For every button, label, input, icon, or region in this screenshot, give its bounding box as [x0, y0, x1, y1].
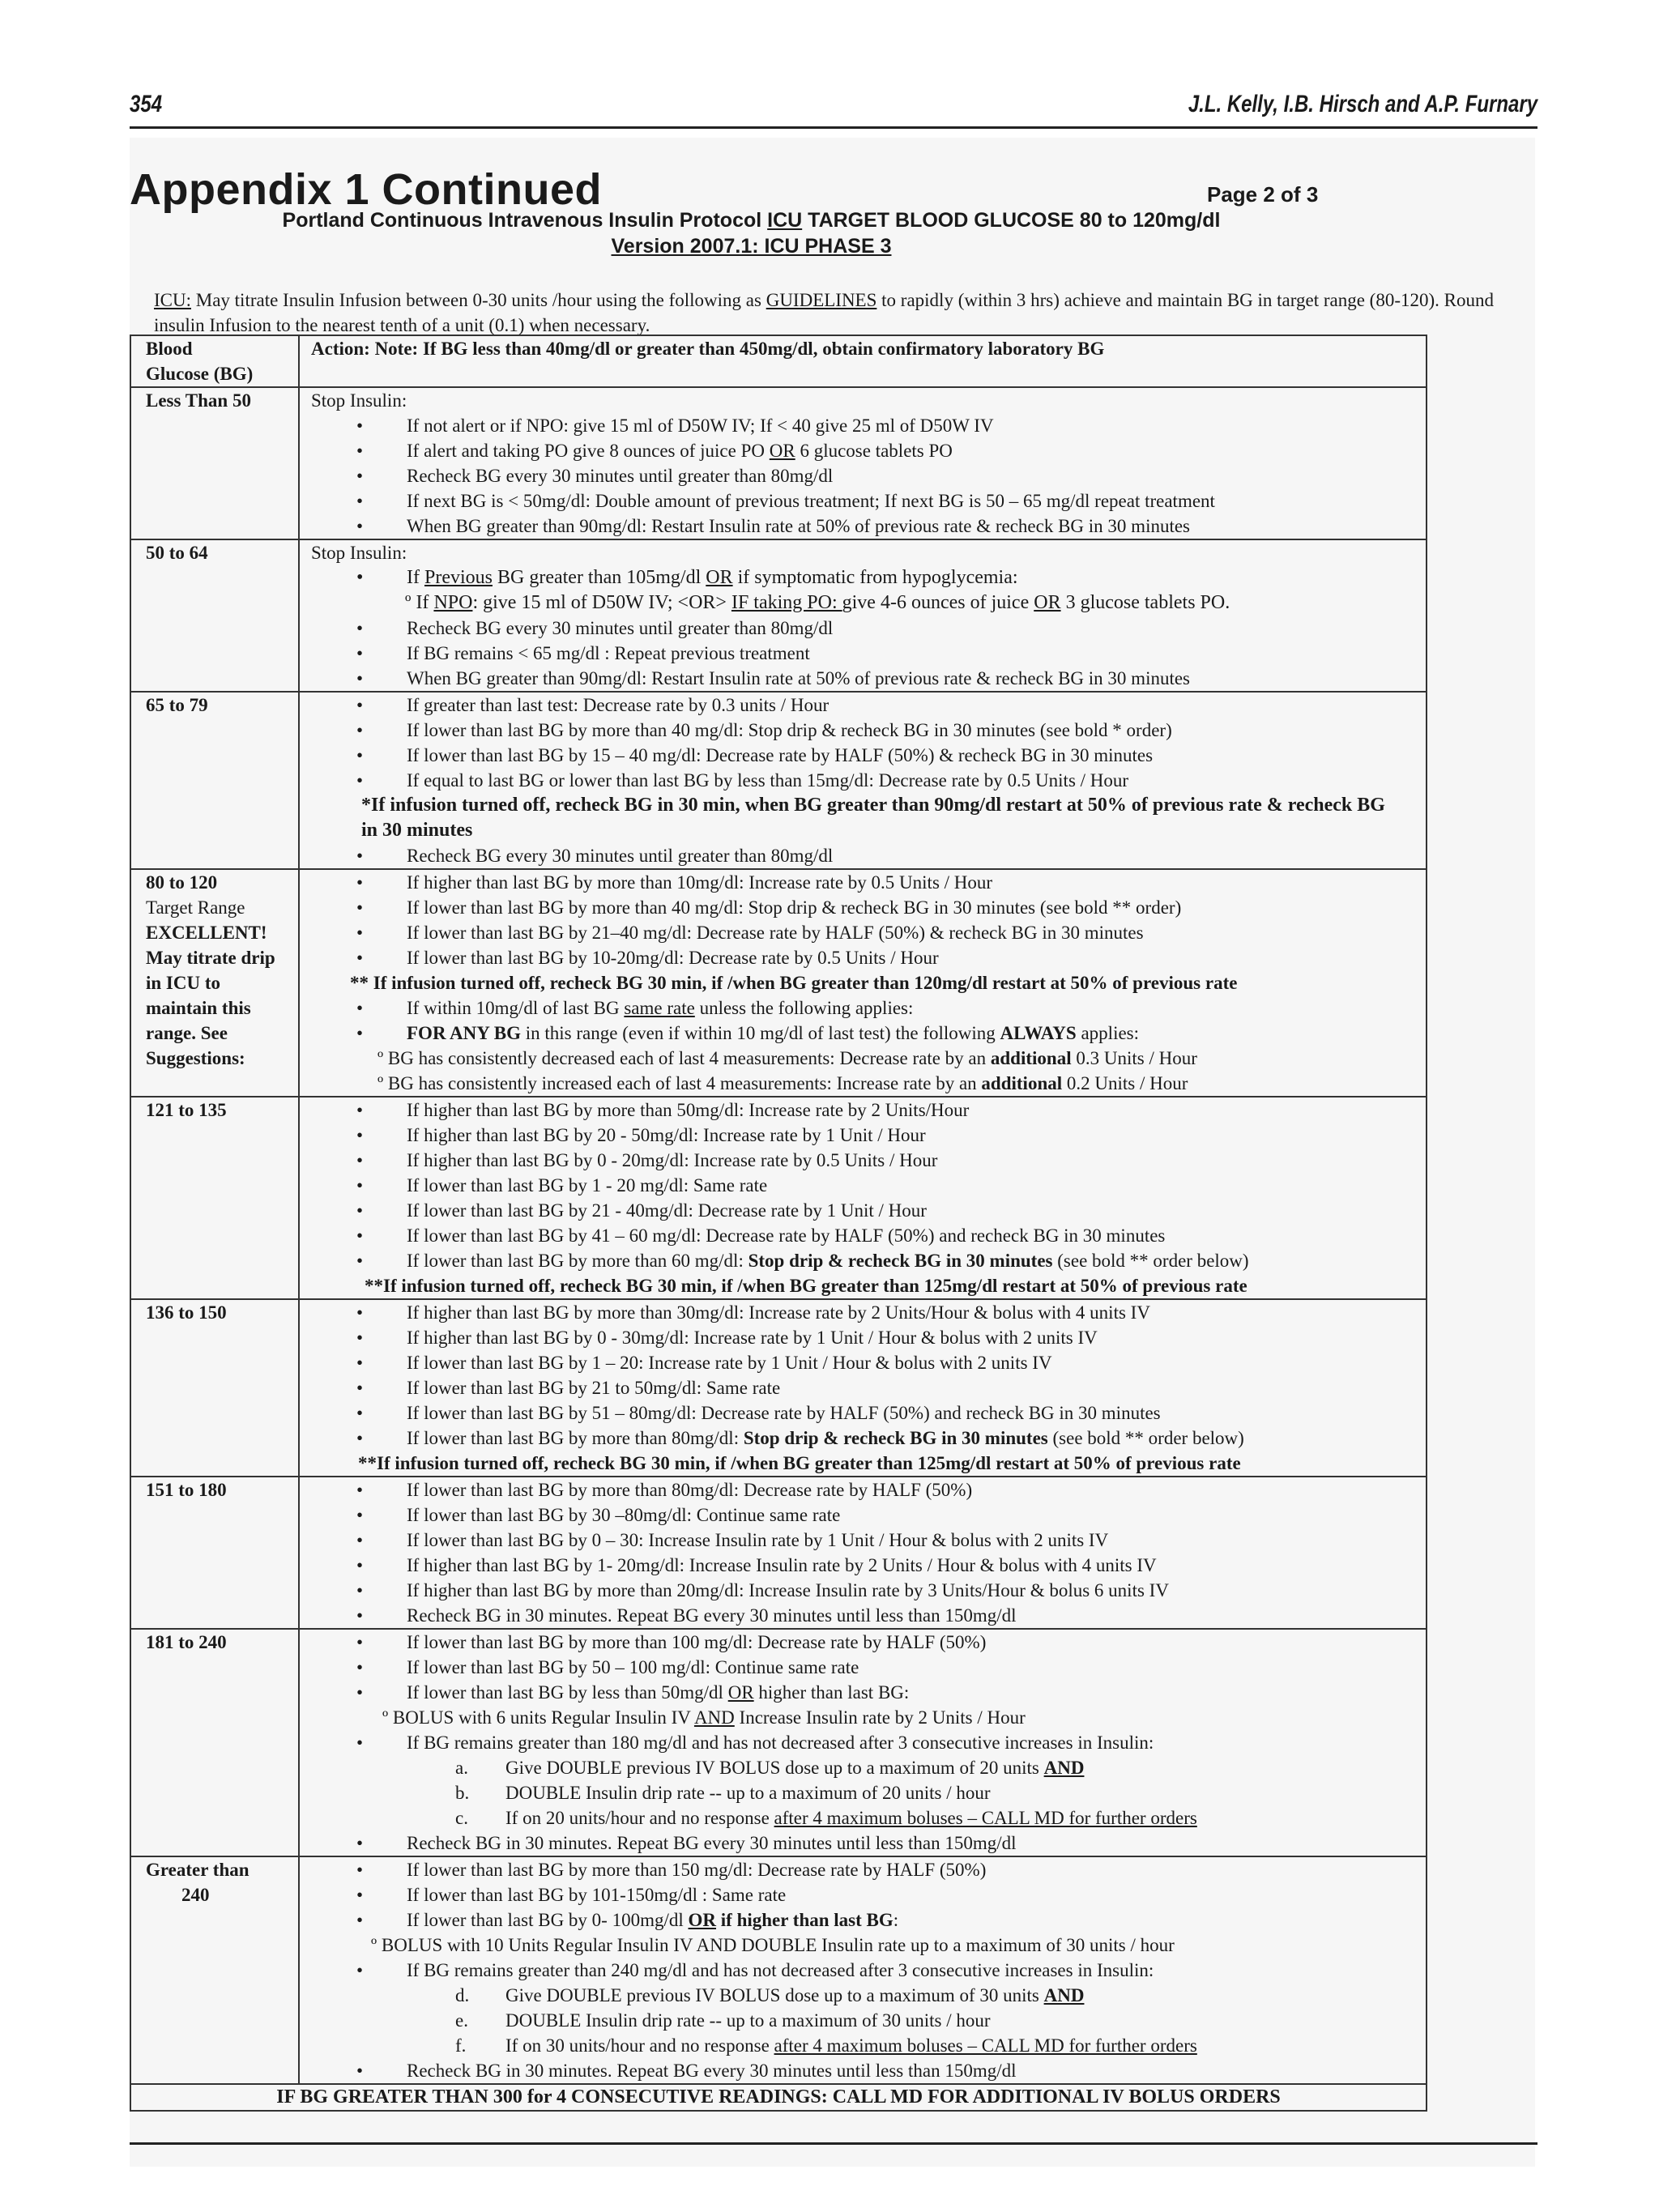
protocol-title: Portland Continuous Intravenous Insulin Protocol ICU TARGET BLOOD GLUCOSE 80 to 120mg/dl — [282, 209, 1221, 232]
list-item: • If lower than last BG by 41 – 60 mg/dl: Decrease rate by HALF (50%) and recheck BG in 30 minutes — [311, 1223, 1426, 1248]
list-item: • If lower than last BG by 0 – 30: Increase Insulin rate by 1 Unit / Hour & bolus with 2 units IV — [311, 1528, 1426, 1553]
sub-item: º BOLUS with 10 Units Regular Insulin IV AND DOUBLE Insulin rate up to a maximum of 30 units / hour — [371, 1935, 1175, 1955]
action-list — [311, 413, 1426, 539]
table-header-row — [130, 335, 1427, 387]
header-bg-cell: Blood Glucose (BG) — [130, 335, 299, 387]
version-title: Version 2007.1: ICU PHASE 3 — [611, 235, 892, 258]
sub-item: º BG has consistently increased each of last 4 measurements: Increase rate by an additional 0.2 Units / Hour — [377, 1073, 1188, 1093]
action-list — [311, 693, 1426, 793]
intro-paragraph: ICU: May titrate Insulin Infusion between 0-30 units /hour using the following as GUIDELINES to rapidly (within 3 hrs) achieve and maintain BG in target range (80-120). Round insulin Infusion to the nearest tenth of a unit (0.1) when necessary. — [154, 290, 1494, 335]
list-item: • If lower than last BG by 15 – 40 mg/dl: Decrease rate by HALF (50%) & recheck BG in 30 minutes — [311, 743, 1426, 768]
list-item: • If within 10mg/dl of last BG same rate unless the following applies: — [311, 995, 1426, 1021]
list-item: • If lower than last BG by 21–40 mg/dl: Decrease rate by HALF (50%) & recheck BG in 30 minutes — [311, 920, 1426, 945]
sub-item: º BOLUS with 6 units Regular Insulin IV AND Increase Insulin rate by 2 Units / Hour — [382, 1707, 1026, 1728]
bg-range-cell: 181 to 240 — [130, 1629, 299, 1856]
list-item: • If lower than last BG by more than 40 mg/dl: Stop drip & recheck BG in 30 minutes (see bold * order) — [311, 718, 1426, 743]
list-item: • If lower than last BG by more than 80mg/dl: Stop drip & recheck BG in 30 minutes (see bold ** order below) — [311, 1426, 1426, 1451]
lettered-list — [311, 1755, 1426, 1831]
list-item: • If lower than last BG by 51 – 80mg/dl: Decrease rate by HALF (50%) and recheck BG in 30 minutes — [311, 1400, 1426, 1426]
header-action-cell: Action: Note: If BG less than 40mg/dl or greater than 450mg/dl, obtain confirmatory laboratory BG — [299, 335, 1427, 387]
list-item: • If next BG is < 50mg/dl: Double amount of previous treatment; If next BG is 50 – 65 mg/dl repeat treatment — [311, 488, 1426, 514]
list-item: • Recheck BG in 30 minutes. Repeat BG every 30 minutes until less than 150mg/dl — [311, 2058, 1426, 2083]
bold-note: **If infusion turned off, recheck BG 30 min, if /when BG greater than 125mg/dl restart at 50% of previous rate — [365, 1276, 1247, 1296]
action-list — [311, 565, 1426, 590]
list-item: • If greater than last test: Decrease rate by 0.3 units / Hour — [311, 693, 1426, 718]
table-row — [130, 869, 1427, 1097]
list-item: • If lower than last BG by 0- 100mg/dl OR if higher than last BG: — [311, 1907, 1426, 1933]
list-item: • If alert and taking PO give 8 ounces of juice PO OR 6 glucose tablets PO — [311, 438, 1426, 463]
bold-note: ** If infusion turned off, recheck BG 30 min, if /when BG greater than 120mg/dl restart at 50% of previous rate — [350, 973, 1238, 993]
footer-cell: IF BG GREATER THAN 300 for 4 CONSECUTIVE READINGS: CALL MD FOR ADDITIONAL IV BOLUS ORDERS — [130, 2084, 1427, 2111]
list-item: • If lower than last BG by 1 - 20 mg/dl: Same rate — [311, 1173, 1426, 1198]
action-cell — [299, 1097, 1427, 1299]
list-item: • If lower than last BG by more than 80mg/dl: Decrease rate by HALF (50%) — [311, 1477, 1426, 1502]
running-authors: J.L. Kelly, I.B. Hirsch and A.P. Furnary — [1188, 91, 1537, 117]
list-item: • If BG remains < 65 mg/dl : Repeat previous treatment — [311, 641, 1426, 666]
list-item: • If lower than last BG by 30 –80mg/dl: Continue same rate — [311, 1502, 1426, 1528]
list-item: • If lower than last BG by 10-20mg/dl: Decrease rate by 0.5 Units / Hour — [311, 945, 1426, 970]
action-cell — [299, 1856, 1427, 2084]
list-item: • If higher than last BG by 1- 20mg/dl: Increase Insulin rate by 2 Units / Hour & bolus with 4 units IV — [311, 1553, 1426, 1578]
bg-range-cell: 151 to 180 — [130, 1477, 299, 1629]
sub-item: º If NPO: give 15 ml of D50W IV; <OR> IF taking PO: give 4-6 ounces of juice OR 3 glucose tablets PO. — [405, 592, 1230, 613]
bottom-rule — [130, 2142, 1537, 2145]
list-item: • If higher than last BG by 20 - 50mg/dl: Increase rate by 1 Unit / Hour — [311, 1123, 1426, 1148]
list-item: • If lower than last BG by 101-150mg/dl : Same rate — [311, 1882, 1426, 1907]
list-item: • Recheck BG in 30 minutes. Repeat BG every 30 minutes until less than 150mg/dl — [311, 1603, 1426, 1628]
list-item: • If lower than last BG by more than 40 mg/dl: Stop drip & recheck BG in 30 minutes (see bold ** order) — [311, 895, 1426, 920]
action-list — [311, 1958, 1426, 1983]
bg-range-cell: 121 to 135 — [130, 1097, 299, 1299]
running-header — [130, 91, 1537, 129]
table-row — [130, 692, 1427, 869]
action-list — [311, 995, 1426, 1046]
action-cell — [299, 1477, 1427, 1629]
table-row — [130, 539, 1427, 692]
list-item: • If higher than last BG by 0 - 30mg/dl: Increase rate by 1 Unit / Hour & bolus with 2 units IV — [311, 1325, 1426, 1350]
table-row — [130, 1477, 1427, 1629]
action-cell: Stop Insulin: • If Previous BG greater than 105mg/dl OR if symptomatic from hypoglycemia: º If NPO: give 15 ml of D50W IV; <OR> IF taking PO: give 4-6 ounces of juice OR 3 glucose tablets PO. • Recheck BG every 30 minutes until greater than 80mg/dl • If BG remains < 65 mg/dl : Repeat previous treatment • When BG greater than 90mg/dl: Restart Insulin rate at 50% of previous rate & recheck BG in 30 minutes — [299, 539, 1427, 692]
action-list — [311, 1831, 1426, 1856]
list-item: • If lower than last BG by 50 – 100 mg/dl: Continue same rate — [311, 1655, 1426, 1680]
action-cell — [299, 869, 1427, 1097]
lettered-list — [311, 1983, 1426, 2058]
list-item: • If higher than last BG by more than 20mg/dl: Increase Insulin rate by 3 Units/Hour & bolus 6 units IV — [311, 1578, 1426, 1603]
list-item: • When BG greater than 90mg/dl: Restart Insulin rate at 50% of previous rate & recheck BG in 30 minutes — [311, 514, 1426, 539]
list-item: • FOR ANY BG in this range (even if within 10 mg/dl of last test) the following ALWAYS applies: — [311, 1021, 1426, 1046]
list-item: • If not alert or if NPO: give 15 ml of D50W IV; If < 40 give 25 ml of D50W IV — [311, 413, 1426, 438]
list-item: • Recheck BG every 30 minutes until greater than 80mg/dl — [311, 843, 1426, 868]
bold-note: *If infusion turned off, recheck BG in 30 min, when BG greater than 90mg/dl restart at 50% of previous rate & recheck BG in 30 minutes — [361, 795, 1385, 841]
table-row — [130, 1097, 1427, 1299]
list-item: • If higher than last BG by 0 - 20mg/dl: Increase rate by 0.5 Units / Hour — [311, 1148, 1426, 1173]
list-item: c. If on 20 units/hour and no response after 4 maximum boluses – CALL MD for further orders — [455, 1808, 1197, 1828]
list-item: • If lower than last BG by 21 - 40mg/dl: Decrease rate by 1 Unit / Hour — [311, 1198, 1426, 1223]
list-item: • Recheck BG every 30 minutes until greater than 80mg/dl — [311, 616, 1426, 641]
list-item: • If lower than last BG by 21 to 50mg/dl: Same rate — [311, 1375, 1426, 1400]
table-footer-row — [130, 2084, 1427, 2111]
list-item: • If BG remains greater than 240 mg/dl and has not decreased after 3 consecutive increases in Insulin: — [311, 1958, 1426, 1983]
list-item: • If lower than last BG by 1 – 20: Increase rate by 1 Unit / Hour & bolus with 2 units IV — [311, 1350, 1426, 1375]
action-cell — [299, 1629, 1427, 1856]
list-item: • If higher than last BG by more than 10mg/dl: Increase rate by 0.5 Units / Hour — [311, 870, 1426, 895]
action-cell — [299, 692, 1427, 869]
list-item: • If Previous BG greater than 105mg/dl OR if symptomatic from hypoglycemia: — [311, 565, 1426, 590]
bg-range-cell: 136 to 150 — [130, 1299, 299, 1477]
list-item: • If lower than last BG by less than 50mg/dl OR higher than last BG: — [311, 1680, 1426, 1705]
action-list — [311, 1730, 1426, 1755]
list-item: b. DOUBLE Insulin drip rate -- up to a maximum of 20 units / hour — [455, 1783, 991, 1803]
list-item: a. Give DOUBLE previous IV BOLUS dose up to a maximum of 20 units AND — [455, 1758, 1085, 1778]
page-number: 354 — [130, 91, 163, 117]
bg-range-cell: 50 to 64 — [130, 539, 299, 692]
action-list — [311, 616, 1426, 691]
table-row — [130, 1299, 1427, 1477]
action-list — [311, 1630, 1426, 1705]
action-list — [311, 843, 1426, 868]
list-item: • Recheck BG every 30 minutes until greater than 80mg/dl — [311, 463, 1426, 488]
list-item: f. If on 30 units/hour and no response after 4 maximum boluses – CALL MD for further orders — [455, 2035, 1197, 2056]
action-cell — [299, 1299, 1427, 1477]
bg-range-cell: 65 to 79 — [130, 692, 299, 869]
list-item: • If lower than last BG by more than 150 mg/dl: Decrease rate by HALF (50%) — [311, 1857, 1426, 1882]
list-item: • If equal to last BG or lower than last BG by less than 15mg/dl: Decrease rate by 0.5 Units / Hour — [311, 768, 1426, 793]
insulin-protocol-table — [130, 335, 1427, 2112]
action-list — [311, 2058, 1426, 2083]
bold-note: **If infusion turned off, recheck BG 30 min, if /when BG greater than 125mg/dl restart at 50% of previous rate — [358, 1453, 1241, 1473]
list-item: e. DOUBLE Insulin drip rate -- up to a maximum of 30 units / hour — [455, 2010, 991, 2031]
list-item: • If higher than last BG by more than 30mg/dl: Increase rate by 2 Units/Hour & bolus with 4 units IV — [311, 1300, 1426, 1325]
bg-range-cell: Greater than 240 — [130, 1856, 299, 2084]
table-row — [130, 1856, 1427, 2084]
table-row — [130, 1629, 1427, 1856]
page-of-label: Page 2 of 3 — [1207, 182, 1319, 207]
action-list — [311, 1857, 1426, 1933]
action-list — [311, 1477, 1426, 1628]
appendix-title: Appendix 1 Continued — [130, 165, 602, 214]
sub-item: º BG has consistently decreased each of last 4 measurements: Decrease rate by an additional 0.3 Units / Hour — [377, 1048, 1197, 1068]
action-list — [311, 1097, 1426, 1273]
bg-range-cell: Less Than 50 — [130, 387, 299, 539]
list-item: • Recheck BG in 30 minutes. Repeat BG every 30 minutes until less than 150mg/dl — [311, 1831, 1426, 1856]
list-item: d. Give DOUBLE previous IV BOLUS dose up to a maximum of 30 units AND — [455, 1985, 1085, 2005]
action-list — [311, 1300, 1426, 1451]
table-row — [130, 387, 1427, 539]
action-list — [311, 870, 1426, 970]
action-cell: Stop Insulin: • If not alert or if NPO: give 15 ml of D50W IV; If < 40 give 25 ml of D50W IV • If alert and taking PO give 8 ounces of juice PO OR 6 glucose tablets PO • Recheck BG every 30 minutes until greater than 80mg/dl • If next BG is < 50mg/dl: Double amount of previous treatment; If next BG is 50 – 65 mg/dl repeat treatment • When BG greater than 90mg/dl: Restart Insulin rate at 50% of previous rate & recheck BG in 30 minutes — [299, 387, 1427, 539]
bg-range-cell: 80 to 120 Target Range EXCELLENT! May titrate drip in ICU to maintain this range. See Suggestions: — [130, 869, 299, 1097]
list-item: • When BG greater than 90mg/dl: Restart Insulin rate at 50% of previous rate & recheck BG in 30 minutes — [311, 666, 1426, 691]
list-item: • If higher than last BG by more than 50mg/dl: Increase rate by 2 Units/Hour — [311, 1097, 1426, 1123]
list-item: • If lower than last BG by more than 60 mg/dl: Stop drip & recheck BG in 30 minutes (see bold ** order below) — [311, 1248, 1426, 1273]
list-item: • If BG remains greater than 180 mg/dl and has not decreased after 3 consecutive increases in Insulin: — [311, 1730, 1426, 1755]
list-item: • If lower than last BG by more than 100 mg/dl: Decrease rate by HALF (50%) — [311, 1630, 1426, 1655]
